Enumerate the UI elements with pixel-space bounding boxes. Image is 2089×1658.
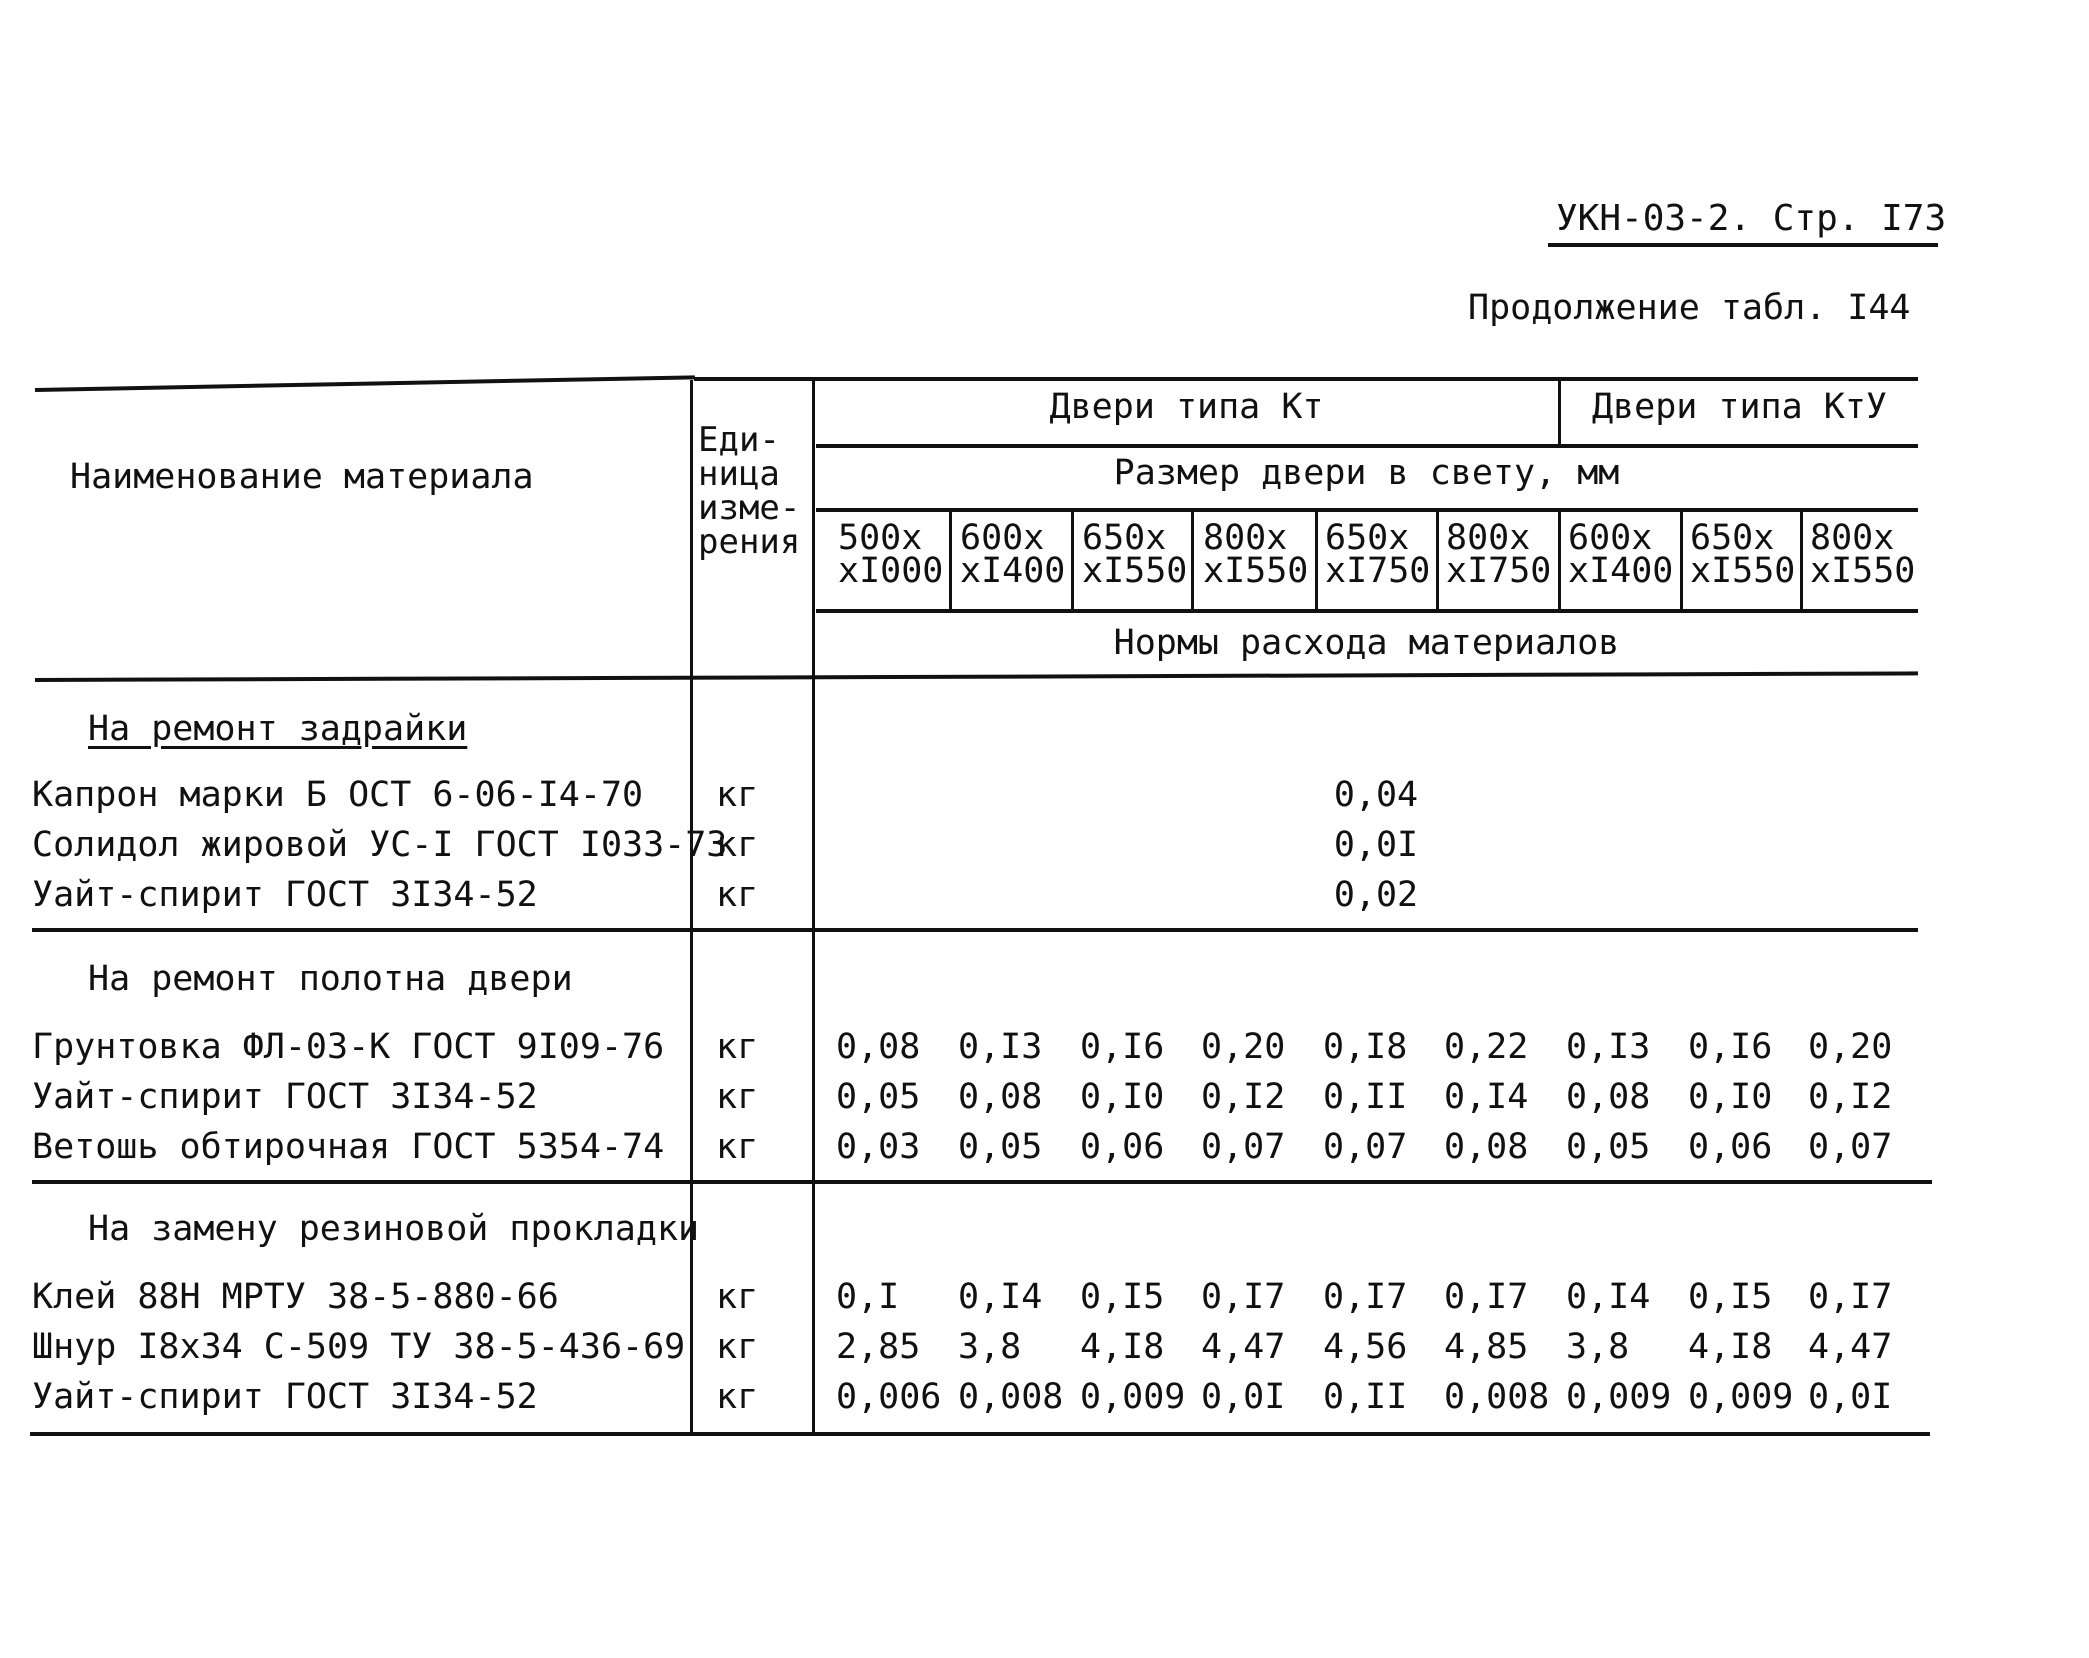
norm-value-cell: 0,I0 (1080, 1077, 1165, 1117)
norm-value-cell: 0,008 (1444, 1377, 1550, 1417)
norm-value-cell: 0,0I (1808, 1377, 1893, 1417)
material-unit: кг (716, 1077, 759, 1117)
norm-value-cell: 0,06 (1080, 1127, 1165, 1167)
size-col-divider-4 (1315, 508, 1318, 610)
size-col-5: 650х хI750 (1325, 518, 1431, 591)
unit-header-line-3: изме- (698, 488, 801, 528)
size-header: Размер двери в свету, мм (1113, 453, 1620, 493)
size-col-2: 600х хI400 (960, 518, 1066, 591)
norm-value-cell: 0,I2 (1808, 1077, 1893, 1117)
norm-value-cell: 0,I7 (1201, 1277, 1286, 1317)
norm-value-cell: 0,I4 (1444, 1077, 1529, 1117)
material-unit: кг (716, 1127, 759, 1167)
size-col-6: 800х хI750 (1446, 518, 1552, 591)
norm-value-cell: 0,I4 (1566, 1277, 1651, 1317)
material-unit: кг (716, 1277, 759, 1317)
size-col-divider-1 (949, 508, 952, 610)
material-name: Уайт-спирит ГОСТ 3I34-52 (32, 875, 538, 915)
norm-value-cell: 4,85 (1444, 1327, 1529, 1367)
norm-value-cell: 0,009 (1566, 1377, 1672, 1417)
norm-value-cell: 0,08 (836, 1027, 921, 1067)
norm-value-cell: 0,08 (1566, 1077, 1651, 1117)
norm-value-cell: 0,I5 (1080, 1277, 1165, 1317)
material-unit: кг (716, 875, 759, 915)
material-name: Солидол жировой УС-I ГОСТ I033-73 (32, 825, 728, 865)
norm-value-cell: 0,II (1323, 1377, 1408, 1417)
section-1-bottom-rule (32, 928, 1918, 932)
norm-value-cell: 4,I8 (1688, 1327, 1773, 1367)
material-name: Ветошь обтирочная ГОСТ 5354-74 (32, 1127, 665, 1167)
unit-column-left-border (690, 380, 693, 1436)
norm-value-cell: 0,03 (836, 1127, 921, 1167)
norm-value-cell: 3,8 (1566, 1327, 1630, 1367)
size-col-8: 650х хI550 (1690, 518, 1796, 591)
unit-header-line-4: рения (698, 522, 801, 562)
document-code-underline (1548, 243, 1938, 247)
norm-value-cell: 4,47 (1808, 1327, 1893, 1367)
size-header-rule (816, 508, 1918, 512)
size-col-1: 500х хI000 (838, 518, 944, 591)
group-header-rule (816, 444, 1918, 448)
material-unit: кг (716, 825, 759, 865)
material-unit: кг (716, 1327, 759, 1367)
norm-value-cell: 4,56 (1323, 1327, 1408, 1367)
norm-value-cell: 0,05 (1566, 1127, 1651, 1167)
norm-value-cell: 0,07 (1808, 1127, 1893, 1167)
size-col-divider-6 (1558, 508, 1561, 610)
document-code: УКН-03-2. Стр. I73 (1556, 198, 1947, 239)
norm-value-cell: 0,08 (1444, 1127, 1529, 1167)
norm-value-cell: 0,20 (1808, 1027, 1893, 1067)
material-norm-common: 0,04 (1333, 775, 1419, 815)
unit-header-line-2: ница (698, 454, 780, 494)
size-col-4: 800х хI550 (1203, 518, 1309, 591)
norm-value-cell: 0,I3 (958, 1027, 1043, 1067)
sizes-bottom-rule (816, 609, 1918, 613)
values-column-left-border (812, 378, 815, 1436)
norm-value-cell: 0,I6 (1688, 1027, 1773, 1067)
norm-value-cell: 0,I3 (1566, 1027, 1651, 1067)
material-name: Шнур I8х34 С-509 ТУ 38-5-436-69 (32, 1327, 686, 1367)
norm-value-cell: 3,8 (958, 1327, 1022, 1367)
size-col-divider-8 (1800, 508, 1803, 610)
group-header-kt: Двери типа Кт (1049, 387, 1324, 427)
norm-value-cell: 0,06 (1688, 1127, 1773, 1167)
material-name: Грунтовка ФЛ-03-К ГОСТ 9I09-76 (32, 1027, 665, 1067)
header-bottom-rule (35, 671, 1918, 682)
norm-value-cell: 0,I7 (1444, 1277, 1529, 1317)
norm-value-cell: 0,I5 (1688, 1277, 1773, 1317)
norm-value-cell: 0,I6 (1080, 1027, 1165, 1067)
norm-value-cell: 0,08 (958, 1077, 1043, 1117)
material-name: Капрон марки Б ОСТ 6-06-I4-70 (32, 775, 644, 815)
material-unit: кг (716, 1027, 759, 1067)
material-name: Уайт-спирит ГОСТ 3I34-52 (32, 1377, 538, 1417)
norm-value-cell: 0,I7 (1323, 1277, 1408, 1317)
material-name: Уайт-спирит ГОСТ 3I34-52 (32, 1077, 538, 1117)
table-bottom-rule (30, 1432, 1930, 1436)
material-unit: кг (716, 775, 759, 815)
section-title-door-leaf-repair: На ремонт полотна двери (88, 959, 573, 999)
norm-value-cell: 0,07 (1323, 1127, 1408, 1167)
material-name-header: Наименование материала (70, 457, 534, 497)
norm-value-cell: 4,47 (1201, 1327, 1286, 1367)
material-name: Клей 88Н МРТУ 38-5-880-66 (32, 1277, 559, 1317)
section-title-hatch-repair: На ремонт задрайки (88, 709, 468, 749)
norm-value-cell: 0,009 (1080, 1377, 1186, 1417)
norm-value-cell: 0,I2 (1201, 1077, 1286, 1117)
material-norm-common: 0,0I (1333, 825, 1419, 865)
size-col-7: 600х хI400 (1568, 518, 1674, 591)
norm-value-cell: 0,I4 (958, 1277, 1043, 1317)
norm-value-cell: 0,II (1323, 1077, 1408, 1117)
size-col-divider-2 (1071, 508, 1074, 610)
norm-value-cell: 0,05 (836, 1077, 921, 1117)
norm-value-cell: 4,I8 (1080, 1327, 1165, 1367)
size-col-3: 650х хI550 (1082, 518, 1188, 591)
norms-header: Нормы расхода материалов (1113, 623, 1620, 663)
norm-value-cell: 0,009 (1688, 1377, 1794, 1417)
norm-value-cell: 0,I8 (1323, 1027, 1408, 1067)
norm-value-cell: 2,85 (836, 1327, 921, 1367)
norm-value-cell: 0,22 (1444, 1027, 1529, 1067)
material-norm-common: 0,02 (1333, 875, 1419, 915)
norm-value-cell: 0,I7 (1808, 1277, 1893, 1317)
norm-value-cell: 0,008 (958, 1377, 1064, 1417)
norm-value-cell: 0,0I (1201, 1377, 1286, 1417)
norm-value-cell: 0,20 (1201, 1027, 1286, 1067)
material-unit: кг (716, 1377, 759, 1417)
norm-value-cell: 0,I0 (1688, 1077, 1773, 1117)
norm-value-cell: 0,I (836, 1277, 900, 1317)
group-header-ktu: Двери типа КтУ (1591, 387, 1887, 427)
norm-value-cell: 0,006 (836, 1377, 942, 1417)
section-title-rubber-gasket-replacement: На замену резиновой прокладки (88, 1209, 700, 1249)
section-2-bottom-rule (32, 1180, 1932, 1184)
table-top-rule (35, 375, 695, 392)
norm-value-cell: 0,07 (1201, 1127, 1286, 1167)
norm-value-cell: 0,05 (958, 1127, 1043, 1167)
size-col-divider-5 (1436, 508, 1439, 610)
size-col-divider-7 (1680, 508, 1683, 610)
unit-header-line-1: Еди- (698, 420, 780, 460)
table-continuation-caption: Продолжение табл. I44 (1468, 288, 1911, 328)
table-top-rule-right (694, 377, 1918, 381)
size-col-9: 800х хI550 (1810, 518, 1916, 591)
size-col-divider-3 (1191, 508, 1194, 610)
